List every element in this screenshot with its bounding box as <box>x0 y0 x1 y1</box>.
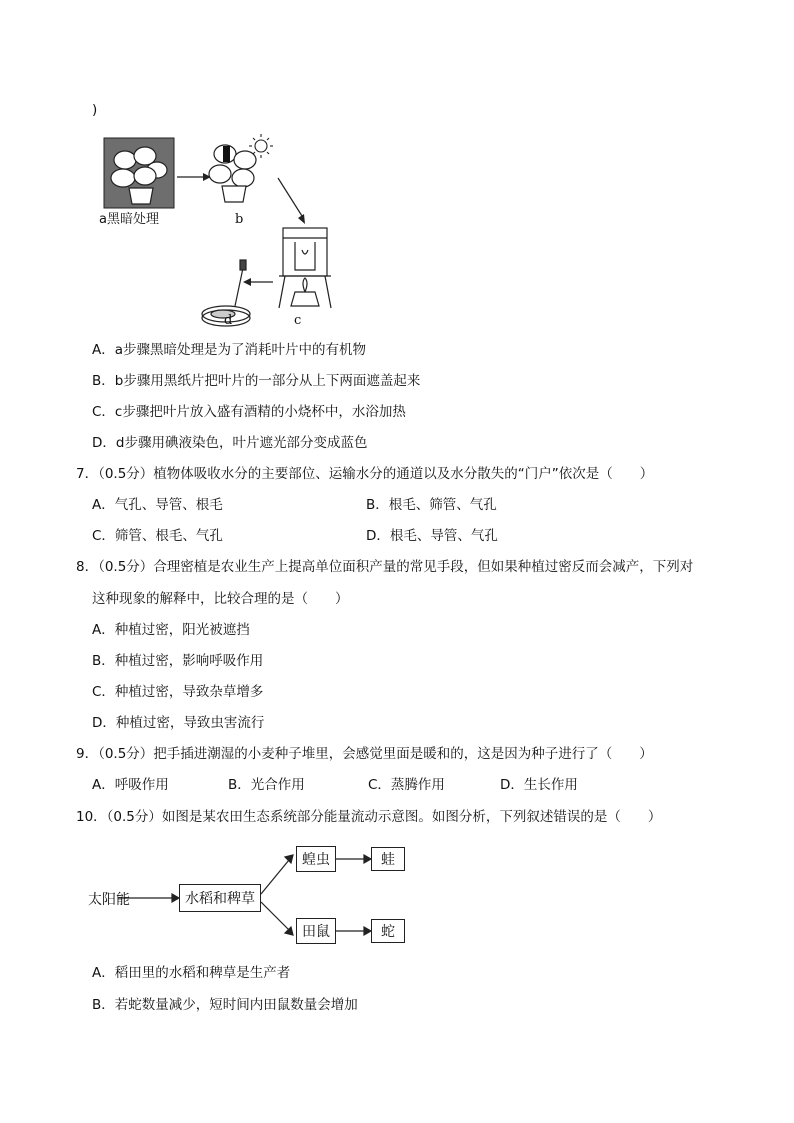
q8-option-c: C．种植过密，导致杂草增多 <box>92 684 264 700</box>
q6-option-d: D．d步骤用碘液染色，叶片遮光部分变成蓝色 <box>92 435 368 451</box>
q7-option-b: B．根毛、筛管、气孔 <box>366 497 497 513</box>
frog-box: 蛙 <box>371 847 405 871</box>
q7-option-c: C．筛管、根毛、气孔 <box>92 528 223 544</box>
q9-stem: 9．（0.5分）把手插进潮湿的小麦种子堆里，会感觉里面是暖和的，这是因为种子进行了（ ） <box>76 746 653 762</box>
snake-box: 蛇 <box>371 919 405 943</box>
q8-option-b: B．种植过密，影响呼吸作用 <box>92 653 264 669</box>
q10-option-b: B．若蛇数量减少，短时间内田鼠数量会增加 <box>92 997 358 1013</box>
sun-energy-label: 太阳能 <box>88 892 130 908</box>
label-b: b <box>235 212 244 227</box>
experiment-figure <box>95 130 385 335</box>
label-c: c <box>294 313 302 328</box>
water-bath-icon <box>279 228 331 308</box>
label-d: d <box>224 313 233 328</box>
q8-stem-line2: 这种现象的解释中，比较合理的是（ ） <box>92 591 349 607</box>
label-a: a黑暗处理 <box>99 212 159 227</box>
q8-option-d: D．种植过密，导致虫害流行 <box>92 715 265 731</box>
q10-option-a: A．稻田里的水稻和稗草是生产者 <box>92 965 291 981</box>
continued-paren: ) <box>92 102 98 118</box>
q8-option-a: A．种植过密，阳光被遮挡 <box>92 622 250 638</box>
q9-option-a: A．呼吸作用 <box>92 777 169 793</box>
q7-option-a: A．气孔、导管、根毛 <box>92 497 223 513</box>
q9-option-d: D．生长作用 <box>500 777 578 793</box>
q8-stem-line1: 8．（0.5分）合理密植是农业生产上提高单位面积产量的常见手段，但如果种植过密反而会减产，下列对 <box>76 559 694 575</box>
q7-stem: 7．（0.5分）植物体吸收水分的主要部位、运输水分的通道以及水分散失的“门户”依次是（ ） <box>76 466 654 482</box>
food-chain-diagram <box>88 842 418 952</box>
producer-box: 水稻和稗草 <box>179 884 261 912</box>
q9-option-b: B．光合作用 <box>228 777 305 793</box>
q10-stem: 10．（0.5分）如图是某农田生态系统部分能量流动示意图。如图分析，下列叙述错误的是（ ） <box>76 809 662 825</box>
locust-box: 蝗虫 <box>296 846 336 872</box>
experiment-illustration <box>95 130 385 335</box>
black-paper-icon <box>223 146 230 162</box>
plant-b-icon <box>209 145 256 202</box>
q6-option-b: B．b步骤用黑纸片把叶片的一部分从上下两面遮盖起来 <box>92 373 421 389</box>
q7-option-d: D．根毛、导管、气孔 <box>366 528 498 544</box>
q6-option-c: C．c步骤把叶片放入盛有酒精的小烧杯中，水浴加热 <box>92 404 406 420</box>
q6-option-a: A．a步骤黑暗处理是为了消耗叶片中的有机物 <box>92 342 367 358</box>
mouse-box: 田鼠 <box>296 918 336 944</box>
q9-option-c: C．蒸腾作用 <box>368 777 445 793</box>
